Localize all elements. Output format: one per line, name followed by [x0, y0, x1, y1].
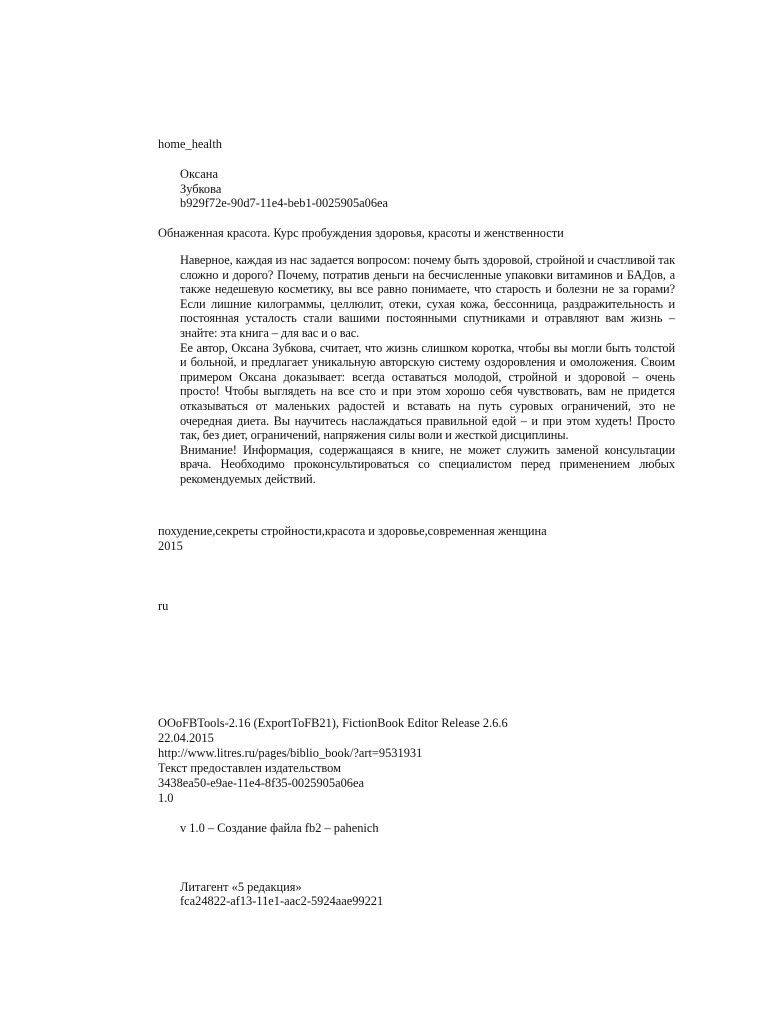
genre: home_health — [158, 137, 222, 151]
doc-src-url: http://www.litres.ru/pages/biblio_book/?art=9531931 — [158, 746, 423, 760]
book-title: Обнаженная красота. Курс пробуждения здоровья, красоты и женственности — [158, 226, 564, 240]
annotation-paragraph: Наверное, каждая из нас задается вопросом: почему быть здоровой, стройной и счастливой так сложно и дорого? Почему, потратив деньги на бесчисленные упаковки витаминов и БАДов, а также недешевую косметику, вы все равно понимаете, что старость и болезни не за горами? Если лишние килограммы, целлюлит, отеки, сухая кожа, бессонница, раздражительность и постоянная усталость стали вашими постоянными спутниками и отравляют вам жизнь – знайте: эта книга – для вас и о вас. — [180, 253, 675, 340]
language: ru — [158, 599, 169, 613]
annotation-paragraph: Ее автор, Оксана Зубкова, считает, что жизнь слишком коротка, чтобы вы могли быть толстой и больной, и предлагает уникальную авторскую систему оздоровления и омоложения. Своим примером Оксана доказывает: всегда оставаться молодой, стройной и здоровой – очень просто! Чтобы выглядеть на все сто и при этом хорошо себя чувствовать, вам не придется отказываться от маленьких радостей и вставать на путь суровых ограничений, это не очередная диета. Вы научитесь наслаждаться правильной едой – и при этом худеть! Просто так, без диет, ограничений, напряжения силы воли и жесткой дисциплины. — [180, 340, 675, 443]
author-first-name: Оксана — [180, 167, 218, 181]
publisher-id: fca24822-af13-11e1-aac2-5924aae99221 — [180, 894, 384, 908]
keywords: похудение,секреты стройности,красота и здоровье,современная женщина — [158, 524, 547, 538]
doc-history: v 1.0 – Создание файла fb2 – pahenich — [180, 821, 379, 835]
doc-date: 22.04.2015 — [158, 731, 214, 745]
doc-src-ocr: Текст предоставлен издательством — [158, 761, 341, 775]
author-last-name: Зубкова — [180, 182, 222, 196]
annotation-paragraph: Внимание! Информация, содержащаяся в книге, не может служить заменой консультации врача. Необходимо проконсультироваться со специалистом перед применением любых рекомендуемых действий. — [180, 442, 675, 486]
doc-id: 3438ea50-e9ae-11e4-8f35-0025905a06ea — [158, 776, 364, 790]
doc-program: OOoFBTools-2.16 (ExportToFB21), FictionBook Editor Release 2.6.6 — [158, 716, 508, 730]
publisher-name: Литагент «5 редакция» — [180, 880, 302, 894]
author-id: b929f72e-90d7-11e4-beb1-0025905a06ea — [180, 196, 389, 210]
annotation — [180, 253, 675, 487]
doc-version: 1.0 — [158, 791, 174, 805]
year: 2015 — [158, 539, 183, 553]
